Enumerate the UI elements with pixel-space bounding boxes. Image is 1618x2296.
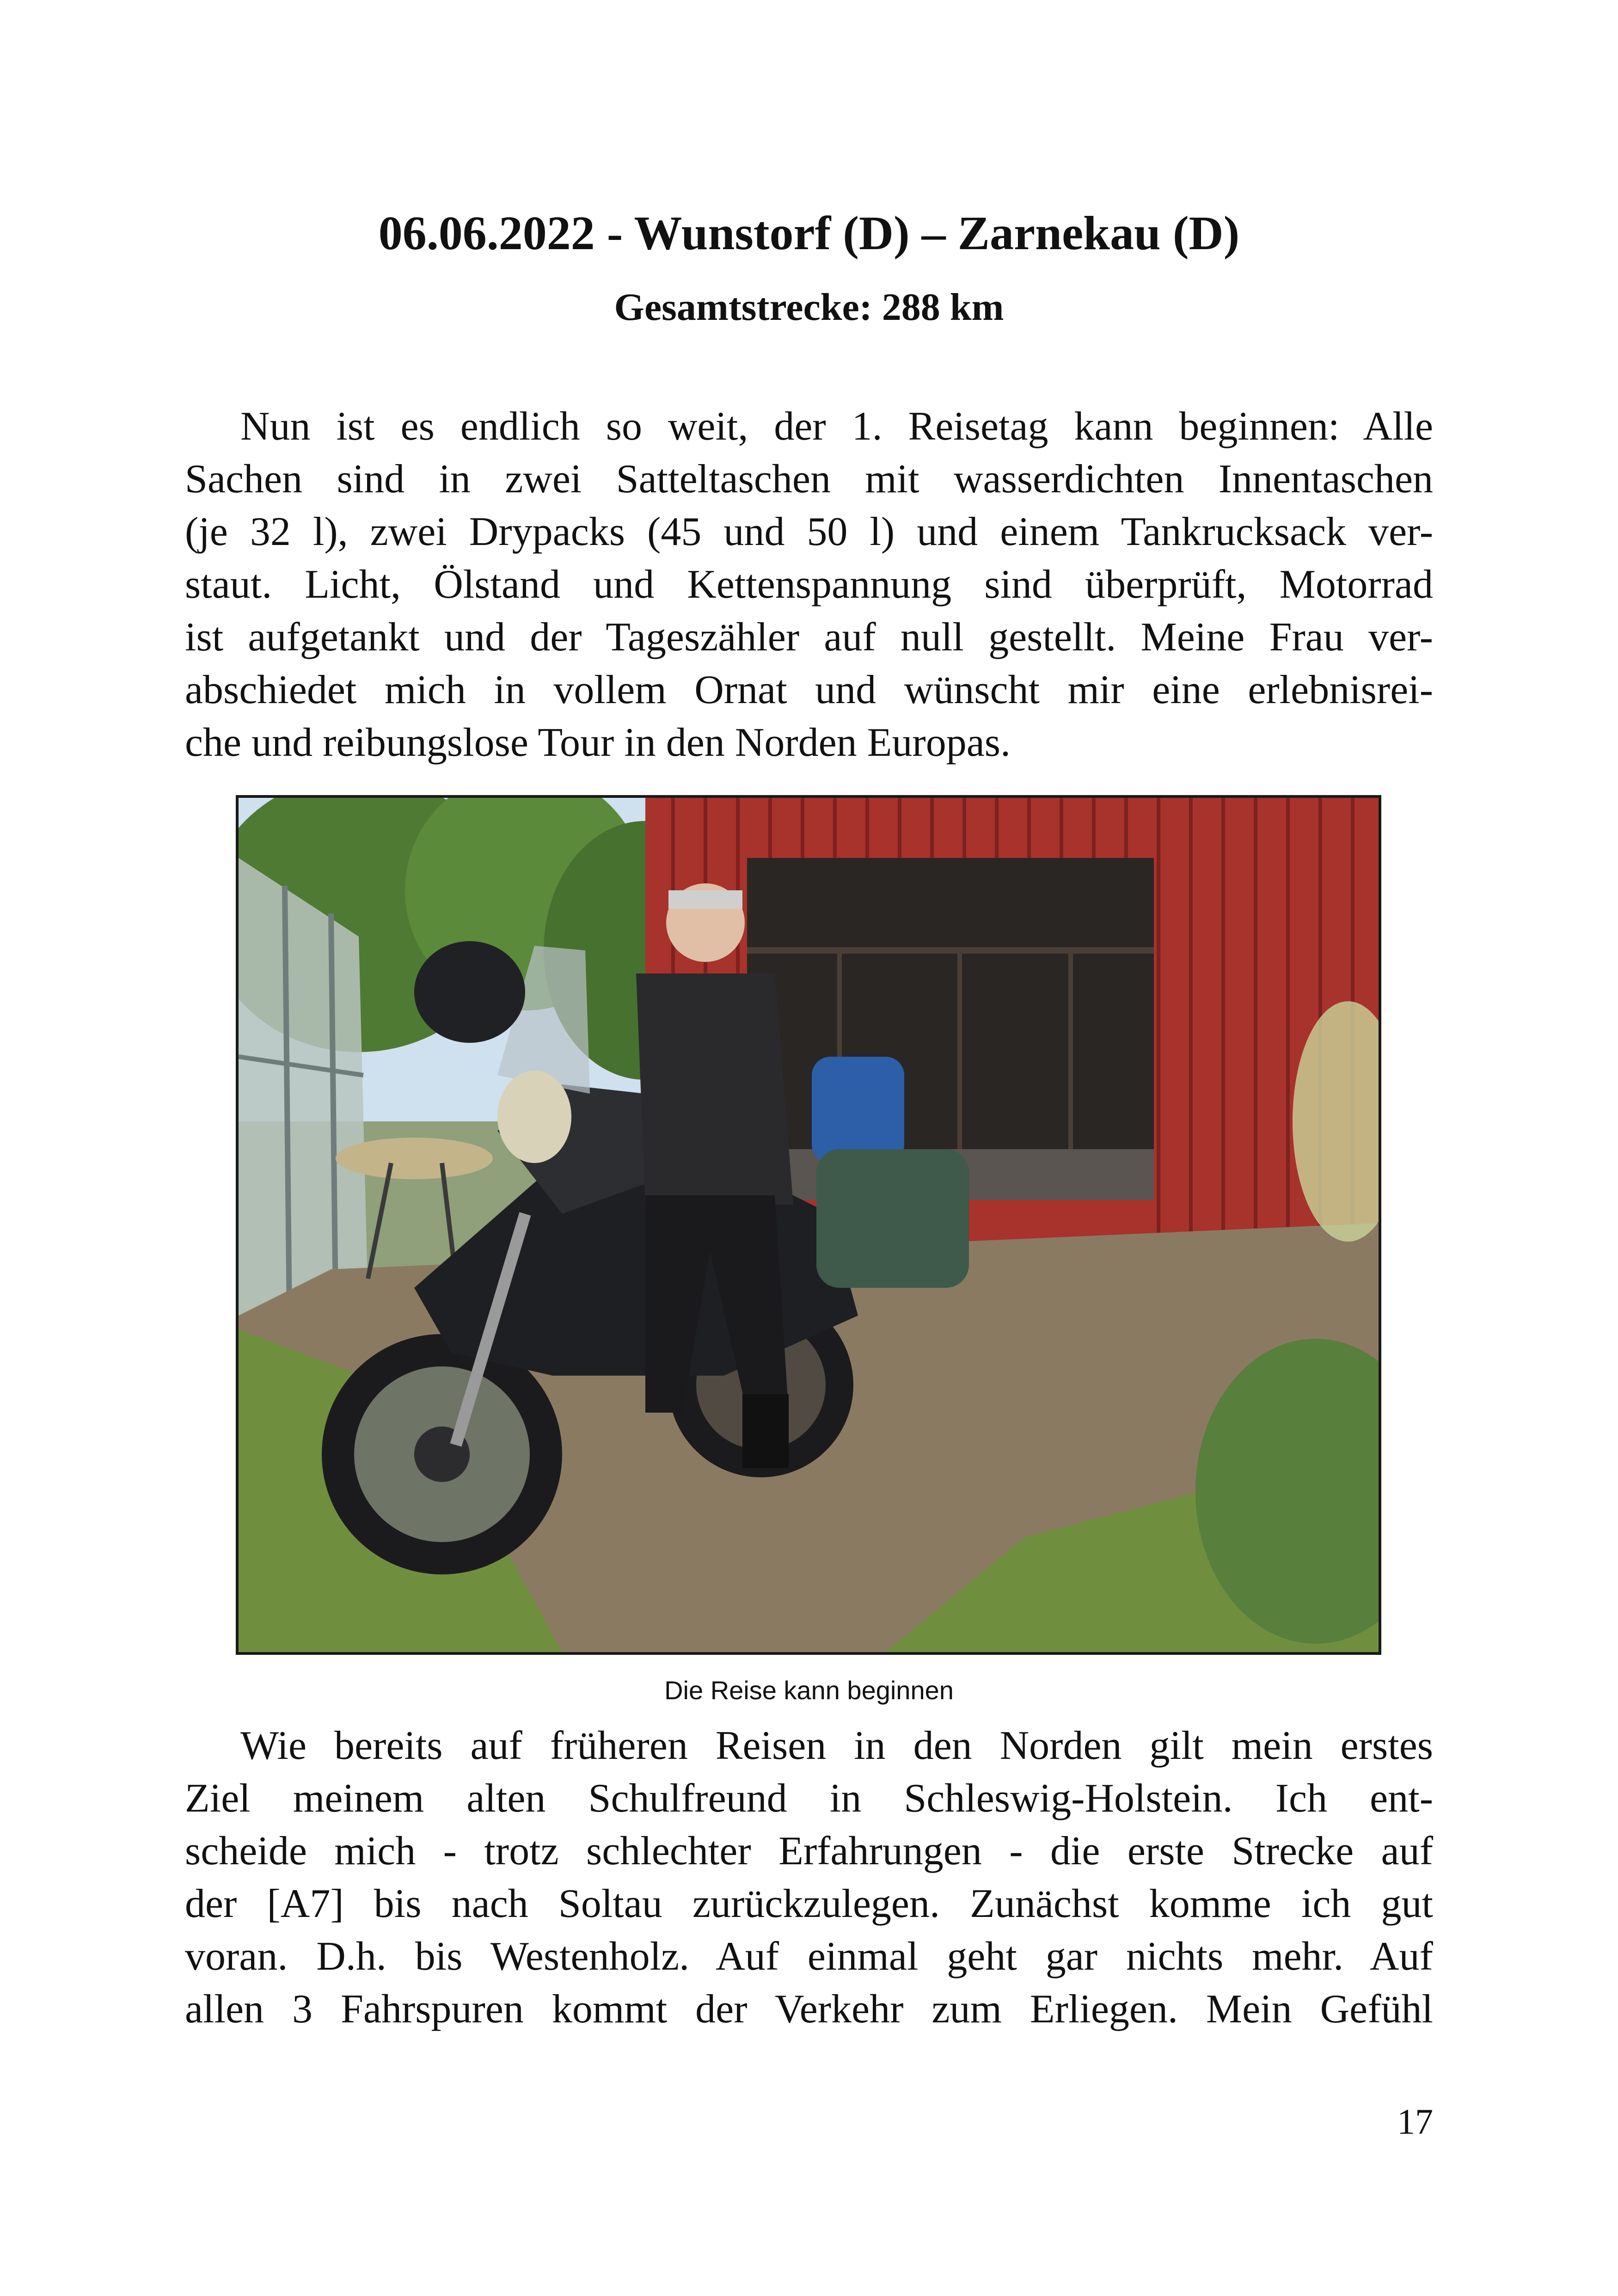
photo-illustration xyxy=(239,798,1379,1652)
text-line: Ziel meinem alten Schulfreund in Schleswig-Holstein. Ich ent- xyxy=(185,1776,1433,1821)
text-line: voran. D.h. bis Westenholz. Auf einmal geht gar nichts mehr. Auf xyxy=(185,1934,1433,1979)
body-paragraph-1 xyxy=(185,400,1433,769)
body-paragraph-2 xyxy=(185,1720,1433,2036)
page-number: 17 xyxy=(1397,2101,1433,2142)
text-line: (je 32 l), zwei Drypacks (45 und 50 l) und einem Tankrucksack ver- xyxy=(185,509,1433,554)
text-line: Nun ist es endlich so weit, der 1. Reisetag kann beginnen: Alle xyxy=(240,404,1433,449)
text-line: allen 3 Fahrspuren kommt der Verkehr zum Erliegen. Mein Gefühl xyxy=(185,1987,1433,2032)
text-line: Wie bereits auf früheren Reisen in den Norden gilt mein erstes xyxy=(240,1723,1433,1768)
text-line: der [A7] bis nach Soltau zurückzulegen. Zunächst komme ich gut xyxy=(185,1881,1433,1926)
text-line: ist aufgetankt und der Tageszähler auf null gestellt. Meine Frau ver- xyxy=(185,615,1433,660)
figure-caption: Die Reise kann beginnen xyxy=(664,1676,954,1705)
text-line: abschiedet mich in vollem Ornat und wünscht mir eine erlebnisrei- xyxy=(185,667,1433,712)
page-title: 06.06.2022 - Wunstorf (D) – Zarnekau (D) xyxy=(378,207,1240,260)
text-line: che und reibungslose Tour in den Norden Europas. xyxy=(185,720,1011,765)
text-line: Sachen sind in zwei Satteltaschen mit wasserdichten Innentaschen xyxy=(185,457,1433,502)
photo-motorcycle-in-front-of-barn xyxy=(236,795,1381,1655)
text-line: staut. Licht, Ölstand und Kettenspannung sind überprüft, Motorrad xyxy=(185,562,1433,607)
page-subtitle: Gesamtstrecke: 288 km xyxy=(614,286,1004,329)
text-line: scheide mich - trotz schlechter Erfahrungen - die erste Strecke auf xyxy=(185,1829,1433,1874)
